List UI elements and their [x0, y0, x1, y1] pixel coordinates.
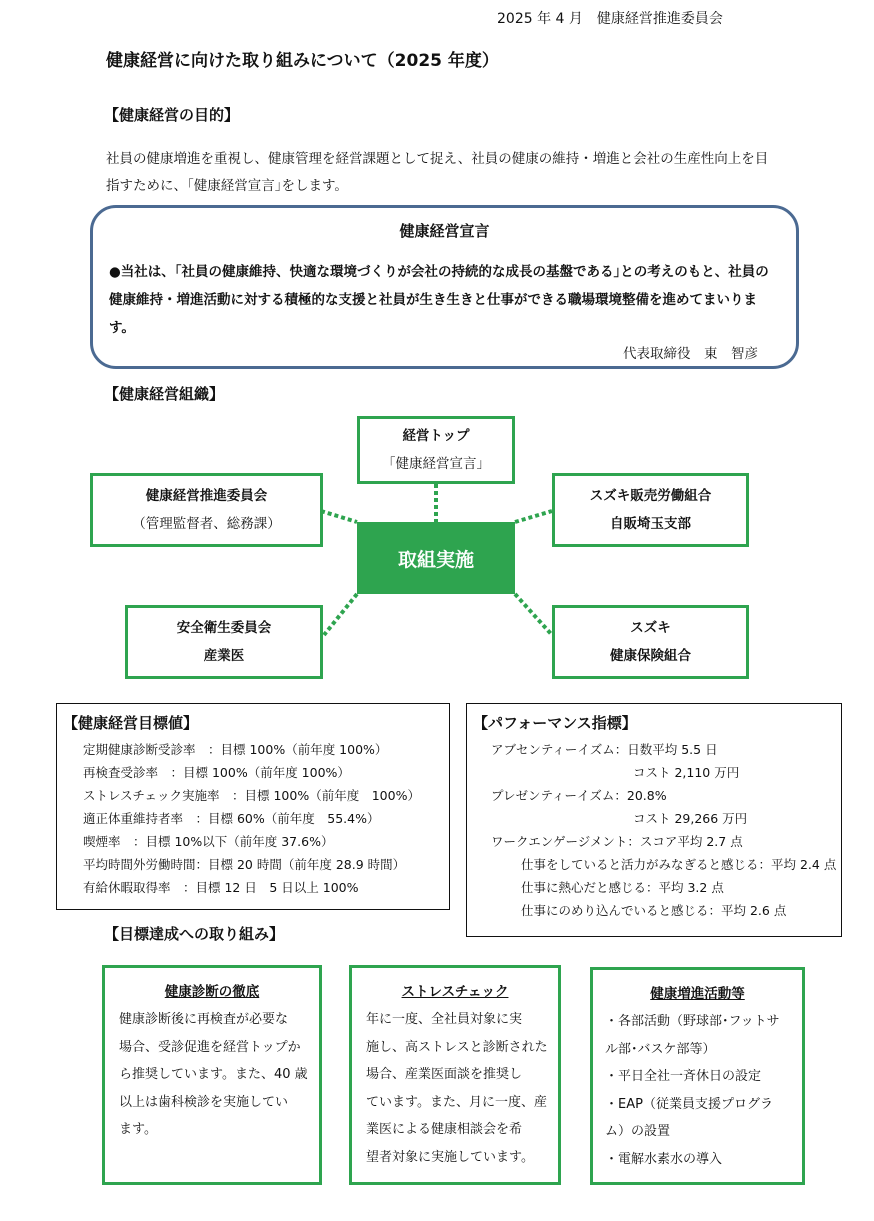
- target-item: 喫煙率 ：目標 10%以下（前年度 37.6%）: [83, 834, 334, 849]
- action-body-health-checkup: 健康診断後に再検査が必要な 場合、受診促進を経営トップか ら推奨しています。また、40 歳 以上は歯科検診を実施してい ます。: [119, 1012, 308, 1137]
- action-title-health-activities: 健康増進活動等: [650, 986, 745, 1002]
- target-item: 平均時間外労働時間：目標 20 時間（前年度 28.9 時間）: [83, 857, 406, 872]
- targets-heading: 【健康経営目標値】: [63, 714, 199, 732]
- org-right-top-line1: スズキ販売労働組合: [589, 488, 712, 504]
- document-date-committee: 2025 年 4 月 健康経営推進委員会: [497, 11, 723, 27]
- org-center-implementation: 取組実施: [357, 522, 515, 594]
- org-right-bottom-line1: スズキ: [630, 620, 671, 636]
- org-left-top-line2: （管理監督者、総務課）: [132, 516, 281, 532]
- action-box-health-activities: [590, 967, 805, 1185]
- action-body-stress-check: 年に一度、全社員対象に実 施し、高ストレスと診断された 場合、産業医面談を推奨し ています。また、月に一度、産 業医による健康相談会を希 望者対象に実施しています。: [366, 1012, 548, 1165]
- purpose-heading: 【健康経営の目的】: [104, 106, 240, 124]
- org-right-bottom-line2: 健康保険組合: [610, 648, 691, 664]
- engagement-item: 仕事にのめり込んでいると感じる：平均 2.6 点: [521, 903, 787, 918]
- target-item: 再検査受診率 ：目標 100%（前年度 100%）: [83, 765, 350, 780]
- engagement-item: 仕事をしていると活力がみなぎると感じる：平均 2.4 点: [521, 857, 837, 872]
- actions-heading: 【目標達成への取り組み】: [104, 925, 285, 943]
- absenteeism-days: アブセンティーイズム：日数平均 5.5 日: [491, 742, 718, 757]
- presenteeism-cost: コスト 29,266 万円: [633, 811, 748, 826]
- action-body-health-activities: ・各部活動（野球部･フットサ ル部･バスケ部等） ・平日全社一斉休日の設定 ・EAP（従業員支援プログラ ム）の設置 ・電解水素水の導入: [605, 1014, 780, 1167]
- connector-left-bottom: [324, 594, 357, 635]
- org-left-bottom-line1: 安全衛生委員会: [176, 620, 272, 636]
- action-title-stress-check: ストレスチェック: [401, 984, 509, 1000]
- action-box-health-checkup: [102, 965, 322, 1185]
- org-left-top-line1: 健康経営推進委員会: [145, 488, 268, 504]
- performance-box: [466, 703, 842, 937]
- declaration-title: 健康経営宣言: [399, 222, 490, 240]
- org-box-management-top: [357, 416, 515, 484]
- org-top-line2: ｢健康経営宣言｣: [388, 456, 484, 472]
- target-item: ストレスチェック実施率 ：目標 100%（前年度 100%）: [83, 788, 420, 803]
- target-item: 適正体重維持者率 ：目標 60%（前年度 55.4%）: [83, 811, 380, 826]
- engagement-item: 仕事に熱心だと感じる：平均 3.2 点: [521, 880, 724, 895]
- purpose-text: 社員の健康増進を重視し、健康管理を経営課題として捉え、社員の健康の維持・増進と会社の生産性向上を目指すために、｢健康経営宣言｣をします。: [106, 151, 769, 194]
- document-title: 健康経営に向けた取り組みについて（2025 年度）: [106, 51, 499, 71]
- connector-left-top: [321, 511, 357, 522]
- absenteeism-cost: コスト 2,110 万円: [633, 765, 740, 780]
- engagement-score: ワークエンゲージメント：スコア平均 2.7 点: [491, 834, 743, 849]
- performance-heading: 【パフォーマンス指標】: [473, 714, 637, 732]
- org-box-health-insurance: [552, 605, 749, 679]
- org-box-labor-union: [552, 473, 749, 547]
- org-right-top-line2: 自販埼玉支部: [610, 516, 691, 532]
- organization-heading: 【健康経営組織】: [104, 385, 225, 403]
- action-title-health-checkup: 健康診断の徹底: [164, 984, 260, 1000]
- targets-box: [56, 703, 450, 910]
- org-box-promotion-committee: [90, 473, 323, 547]
- presenteeism-rate: プレゼンティーイズム：20.8%: [491, 788, 667, 803]
- declaration-text: ●当社は、｢社員の健康維持、快適な環境づくりが会社の持続的な成長の基盤である｣との考えのもと、社員の健康維持・増進活動に対する積極的な支援と社員が生き生きと仕事ができる職場環境整備を進めてまいります。: [109, 264, 769, 336]
- target-item: 有給休暇取得率 ：目標 12 日 5 日以上 100%: [83, 880, 359, 895]
- connector-right-top: [515, 511, 552, 522]
- action-box-stress-check: [349, 965, 561, 1185]
- target-item: 定期健康診断受診率 ：目標 100%（前年度 100%）: [83, 742, 388, 757]
- org-box-safety-committee: [125, 605, 323, 679]
- connector-right-bottom: [515, 594, 552, 635]
- org-top-line1: 経営トップ: [402, 428, 470, 444]
- declaration-signature: 代表取締役 東 智彦: [623, 346, 758, 362]
- org-left-bottom-line2: 産業医: [203, 648, 245, 664]
